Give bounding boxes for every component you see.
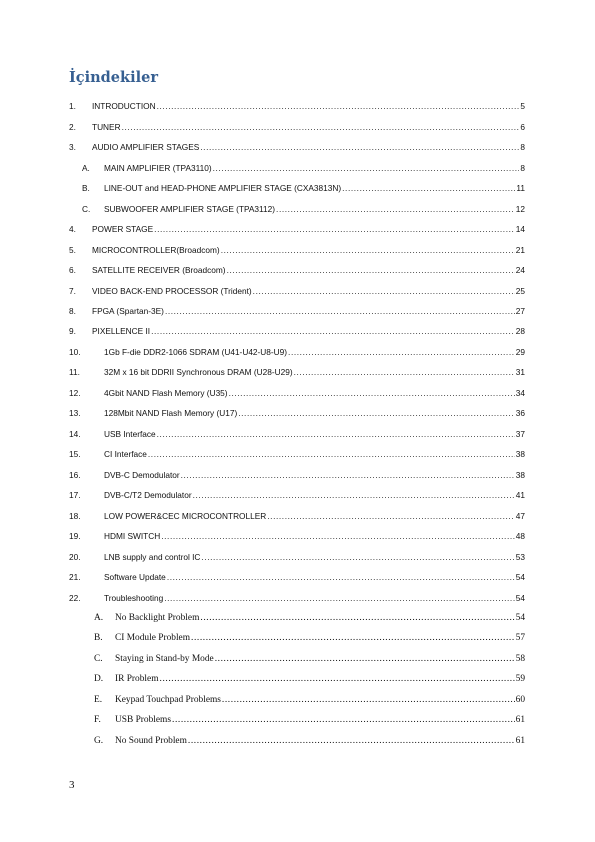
dot-leader: [157, 99, 520, 113]
toc-entry-number: A.: [94, 613, 104, 623]
toc-entry-page: 8: [520, 163, 525, 173]
toc-entry-title: PIXELLENCE II: [92, 326, 151, 336]
dot-leader: [151, 324, 515, 338]
toc-entry[interactable]: [69, 550, 525, 564]
toc-entry-page: 31: [515, 367, 525, 377]
dot-leader: [172, 713, 515, 727]
dot-leader: [188, 734, 515, 748]
toc-entry-title: Software Update: [104, 572, 166, 582]
toc-entry-page: 14: [515, 224, 525, 234]
toc-entry-page: 48: [515, 531, 525, 541]
dot-leader: [288, 345, 515, 359]
toc-entry-page: 25: [515, 286, 525, 296]
toc-entry[interactable]: [69, 120, 525, 134]
dot-leader: [227, 263, 515, 277]
toc-entry-number: 8.: [69, 306, 76, 316]
dot-leader: [191, 631, 515, 645]
toc-entry[interactable]: [69, 713, 525, 727]
toc-entry-number: 22.: [69, 593, 81, 603]
toc-entry-page: 5: [520, 101, 525, 111]
dot-leader: [267, 509, 515, 523]
dot-leader: [193, 488, 515, 502]
toc-entry-title: IR Problem: [115, 674, 159, 684]
toc-entry-title: LINE-OUT and HEAD-PHONE AMPLIFIER STAGE (CXA3813N): [104, 183, 342, 193]
toc-entry[interactable]: [69, 202, 525, 216]
toc-entry-title: 128Mbit NAND Flash Memory (U17): [104, 408, 238, 418]
toc-entry-number: 6.: [69, 265, 76, 275]
dot-leader: [342, 181, 515, 195]
toc-entry-title: 1Gb F-die DDR2-1066 SDRAM (U41-U42-U8-U9): [104, 347, 288, 357]
dot-leader: [181, 468, 515, 482]
toc-entry-page: 38: [515, 470, 525, 480]
dot-leader: [200, 140, 519, 154]
toc-entry-title: HDMI SWITCH: [104, 531, 161, 541]
toc-entry-title: Staying in Stand-by Mode: [115, 654, 214, 664]
toc-entry-title: CI Interface: [104, 449, 147, 459]
toc-entry-number: 9.: [69, 326, 76, 336]
toc-entry[interactable]: [69, 140, 525, 154]
toc-entry-page: 12: [515, 204, 525, 214]
toc-entry-number: 5.: [69, 245, 76, 255]
dot-leader: [238, 406, 515, 420]
toc-entry[interactable]: [69, 243, 525, 257]
toc-entry-page: 53: [515, 552, 525, 562]
toc-entry[interactable]: [69, 427, 525, 441]
toc-entry-title: DVB-C Demodulator: [104, 470, 180, 480]
toc-entry-number: 4.: [69, 224, 76, 234]
toc-entry-number: 13.: [69, 408, 81, 418]
toc-entry-number: C.: [94, 654, 103, 664]
toc-entry-number: 10.: [69, 347, 81, 357]
toc-entry-title: CI Module Problem: [115, 633, 190, 643]
toc-entry-page: 41: [515, 490, 525, 500]
toc-entry-title: MAIN AMPLIFIER (TPA3110): [104, 163, 212, 173]
toc-entry-number: 15.: [69, 449, 81, 459]
toc-entry-number: 7.: [69, 286, 76, 296]
toc-entry-page: 37: [515, 429, 525, 439]
toc-entry-title: SATELLITE RECEIVER (Broadcom): [92, 265, 226, 275]
toc-entry-page: 58: [515, 654, 525, 664]
toc-entry-page: 11: [516, 183, 525, 193]
toc-entry-title: INTRODUCTION: [92, 101, 156, 111]
toc-entry-title: No Backlight Problem: [115, 613, 200, 623]
toc-entry-title: Keypad Touchpad Problems: [115, 695, 221, 705]
toc-entry[interactable]: [69, 386, 525, 400]
toc-entry[interactable]: [69, 181, 525, 195]
toc-entry[interactable]: [69, 631, 525, 645]
dot-leader: [154, 222, 515, 236]
toc-entry-number: 11.: [69, 367, 80, 377]
dot-leader: [276, 202, 515, 216]
toc-heading: İçindekiler: [69, 69, 158, 86]
toc-entry-page: 27: [515, 306, 525, 316]
toc-entry-number: 12.: [69, 388, 81, 398]
toc-entry-title: POWER STAGE: [92, 224, 154, 234]
toc-entry-page: 36: [515, 408, 525, 418]
toc-entry[interactable]: [69, 161, 525, 175]
dot-leader: [221, 243, 515, 257]
toc-entry-page: 29: [515, 347, 525, 357]
toc-entry[interactable]: [69, 591, 525, 605]
toc-entry-page: 61: [515, 736, 525, 746]
toc-entry-number: 2.: [69, 122, 76, 132]
toc-entry[interactable]: [69, 652, 525, 666]
page-number: 3: [69, 779, 75, 791]
toc-entry-number: 3.: [69, 142, 76, 152]
toc-entry-number: G.: [94, 736, 104, 746]
dot-leader: [157, 427, 515, 441]
dot-leader: [201, 550, 514, 564]
toc-entry-number: 17.: [69, 490, 81, 500]
toc-entry-title: AUDIO AMPLIFIER STAGES: [92, 142, 200, 152]
toc-entry[interactable]: [69, 570, 525, 584]
toc-entry-page: 47: [515, 511, 525, 521]
toc-entry-number: 1.: [69, 101, 76, 111]
toc-entry-number: 21.: [69, 572, 81, 582]
toc-entry-number: C.: [82, 204, 91, 214]
toc-entry[interactable]: [69, 468, 525, 482]
toc-entry[interactable]: [69, 406, 525, 420]
toc-entry-title: USB Problems: [115, 715, 171, 725]
toc-entry-page: 6: [520, 122, 525, 132]
toc-entry-title: DVB-C/T2 Demodulator: [104, 490, 192, 500]
dot-leader: [215, 652, 515, 666]
dot-leader: [167, 570, 515, 584]
dot-leader: [122, 120, 520, 134]
toc-entry-number: A.: [82, 163, 90, 173]
toc-entry-number: F.: [94, 715, 101, 725]
toc-entry-number: D.: [94, 674, 104, 684]
toc-entry-title: VIDEO BACK-END PROCESSOR (Trident): [92, 286, 252, 296]
toc-entry[interactable]: [69, 509, 525, 523]
toc-entry[interactable]: [69, 672, 525, 686]
toc-entry-page: 54: [515, 572, 525, 582]
toc-entry[interactable]: [69, 99, 525, 113]
dot-leader: [161, 529, 515, 543]
dot-leader: [294, 365, 515, 379]
toc-entry[interactable]: [69, 447, 525, 461]
dot-leader: [213, 161, 520, 175]
dot-leader: [200, 611, 514, 625]
toc-entry[interactable]: [69, 693, 525, 707]
dot-leader: [222, 693, 515, 707]
toc-entry-page: 54: [515, 613, 525, 623]
toc-entry-number: 16.: [69, 470, 81, 480]
dot-leader: [165, 304, 515, 318]
toc-entry-title: LNB supply and control IC: [104, 552, 201, 562]
toc-entry-page: 34: [515, 388, 525, 398]
toc-entry-title: FPGA (Spartan-3E): [92, 306, 164, 316]
toc-entry-number: B.: [82, 183, 90, 193]
toc-entry-title: Troubleshooting: [104, 593, 164, 603]
toc-entry[interactable]: [69, 529, 525, 543]
toc-entry-title: LOW POWER&CEC MICROCONTROLLER: [104, 511, 267, 521]
toc-entry-page: 57: [515, 633, 525, 643]
toc-entry-page: 61: [515, 715, 525, 725]
toc-entry[interactable]: [69, 304, 525, 318]
toc-entry-number: B.: [94, 633, 103, 643]
toc-entry[interactable]: [69, 345, 525, 359]
dot-leader: [164, 591, 515, 605]
toc-entry-title: TUNER: [92, 122, 121, 132]
toc-entry-page: 38: [515, 449, 525, 459]
toc-entry-page: 59: [515, 674, 525, 684]
toc-entry-number: E.: [94, 695, 103, 705]
dot-leader: [160, 672, 515, 686]
dot-leader: [148, 447, 515, 461]
toc-entry-title: USB Interface: [104, 429, 156, 439]
toc-entry[interactable]: [69, 263, 525, 277]
toc-entry[interactable]: [69, 284, 525, 298]
toc-entry[interactable]: [69, 222, 525, 236]
toc-entry-page: 8: [520, 142, 525, 152]
toc-entry[interactable]: [69, 488, 525, 502]
toc-entry-title: SUBWOOFER AMPLIFIER STAGE (TPA3112): [104, 204, 276, 214]
toc-entry-page: 28: [515, 326, 525, 336]
toc-entry-title: 4Gbit NAND Flash Memory (U35): [104, 388, 228, 398]
toc-entry-title: 32M x 16 bit DDRII Synchronous DRAM (U28-U29): [104, 367, 293, 377]
toc-entry-title: MICROCONTROLLER(Broadcom): [92, 245, 220, 255]
toc-entry-number: 18.: [69, 511, 81, 521]
dot-leader: [253, 284, 515, 298]
toc-entry-number: 14.: [69, 429, 81, 439]
toc-entry[interactable]: [69, 734, 525, 748]
toc-entry[interactable]: [69, 611, 525, 625]
toc-entry-page: 54: [515, 593, 525, 603]
toc-entry[interactable]: [69, 324, 525, 338]
toc-entry-page: 21: [515, 245, 525, 255]
toc-entry-number: 20.: [69, 552, 81, 562]
toc-entry-title: No Sound Problem: [115, 736, 187, 746]
toc-entry-page: 60: [515, 695, 525, 705]
toc-entry-page: 24: [515, 265, 525, 275]
toc-entry[interactable]: [69, 365, 525, 379]
toc-entry-number: 19.: [69, 531, 81, 541]
dot-leader: [229, 386, 515, 400]
